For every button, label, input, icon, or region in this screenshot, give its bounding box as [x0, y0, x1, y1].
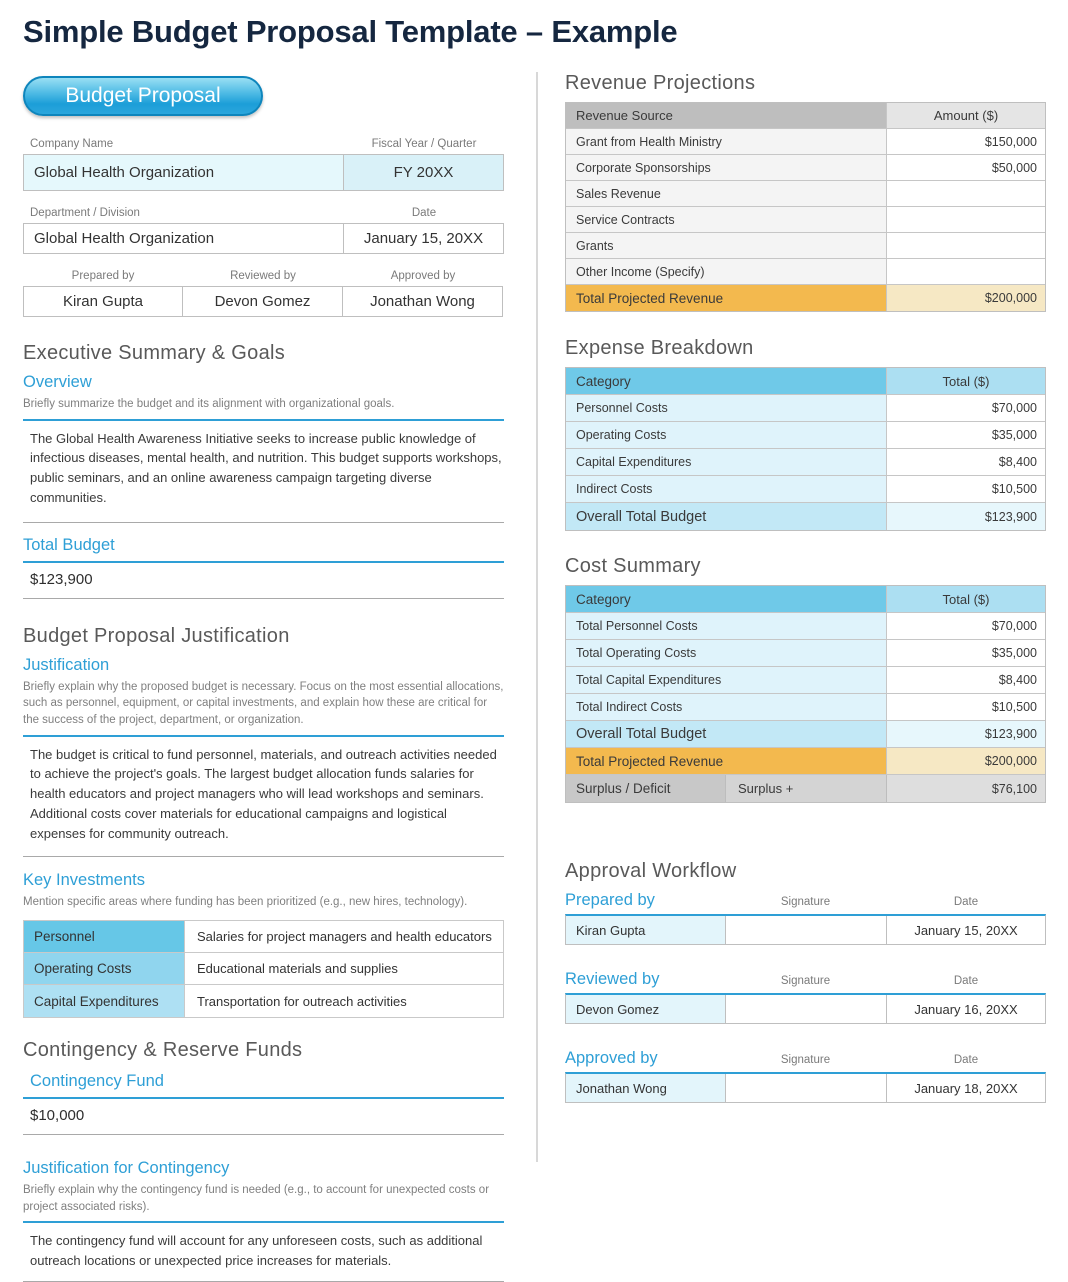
signature-cell[interactable]: [726, 995, 887, 1023]
surplus-kind-cell[interactable]: Surplus +: [726, 775, 887, 802]
table-row: [566, 155, 1045, 181]
approval-heading: Approval Workflow: [565, 860, 737, 882]
table-row: [566, 129, 1045, 155]
signature-cell[interactable]: [726, 1074, 887, 1102]
reviewed-by-label: Reviewed by: [230, 270, 296, 282]
investment-description-cell[interactable]: Educational materials and supplies: [184, 953, 503, 984]
table-row: [566, 476, 1045, 503]
contingency-fund-bottom-divider: [23, 1134, 504, 1135]
justification-subheading: Justification: [23, 655, 110, 674]
table-header-row: [566, 103, 1045, 129]
contingency-justification-hint: Briefly explain why the contingency fund is needed (e.g., to account for unexpected costs or project associated risks).: [23, 1184, 490, 1213]
justification-text[interactable]: The budget is critical to fund personnel, materials, and outreach activities needed to achieve the project's goals. The largest budget allocation funds salaries for health educators and project managers who will lead workshops and seminars. Additional costs cover materials for educational campaigns and logistical expenses for community outreach.: [30, 746, 497, 841]
justification-divider: [23, 735, 504, 737]
page-title: Simple Budget Proposal Template – Example: [23, 14, 678, 49]
expense-total-cell[interactable]: $10,500: [991, 482, 1037, 496]
fiscal-year-field[interactable]: FY 20XX: [344, 154, 504, 191]
total-header: Total ($): [887, 586, 1045, 612]
cost-category-cell[interactable]: Total Operating Costs: [566, 640, 887, 666]
approval-date-cell[interactable]: January 16, 20XX: [887, 995, 1045, 1023]
revenue-amount-cell[interactable]: $50,000: [991, 160, 1037, 175]
budget-proposal-badge: Budget Proposal: [23, 76, 263, 116]
expense-total-cell[interactable]: $35,000: [991, 428, 1037, 442]
signature-label: Signature: [780, 896, 831, 908]
justification-hint: Briefly explain why the proposed budget is necessary. Focus on the most essential allocations, such as personnel, equipment, or capital investments, and explain how these are critical for the success of the project, department, or organization.: [23, 680, 504, 727]
approved-by-label: Approved by: [390, 270, 456, 282]
approver-name-cell[interactable]: Kiran Gupta: [566, 916, 726, 944]
exec-summary-heading: Executive Summary & Goals: [23, 342, 286, 364]
category-header: Category: [566, 368, 887, 394]
total-revenue-row: [566, 748, 1045, 775]
cost-total-cell[interactable]: $70,000: [991, 619, 1037, 633]
table-header-row: [566, 368, 1045, 395]
overall-total-label: Overall Total Budget: [566, 503, 887, 530]
prepared-by-label: Prepared by: [71, 270, 135, 282]
approval-row-prepared: [565, 914, 1046, 945]
date-label: Date: [953, 896, 979, 908]
justification-heading: Budget Proposal Justification: [23, 624, 290, 647]
expense-category-cell[interactable]: Personnel Costs: [566, 395, 887, 421]
revenue-amount-cell[interactable]: $150,000: [984, 134, 1037, 149]
overall-total-row: [566, 503, 1045, 530]
investment-category-cell[interactable]: Capital Expenditures: [24, 985, 184, 1017]
cost-total-cell[interactable]: $10,500: [991, 700, 1037, 714]
overall-total-row: [566, 721, 1045, 748]
cost-total-cell[interactable]: $35,000: [991, 646, 1037, 660]
reviewed-by-field[interactable]: Devon Gomez: [183, 286, 343, 317]
approval-labels-row: [565, 970, 1046, 989]
approval-row-approved: [565, 1072, 1046, 1103]
revenue-source-header: Revenue Source: [566, 103, 887, 128]
table-row: [566, 449, 1045, 476]
overall-total-label: Overall Total Budget: [566, 721, 887, 747]
approval-labels-row: [565, 1049, 1046, 1068]
investment-category-cell[interactable]: Operating Costs: [24, 953, 184, 984]
cost-category-cell[interactable]: Total Personnel Costs: [566, 613, 887, 639]
total-budget-bottom-divider: [23, 598, 504, 599]
overall-total-value[interactable]: $123,900: [887, 721, 1045, 747]
contingency-justification-subheading: Justification for Contingency: [23, 1159, 230, 1178]
left-column: [23, 76, 504, 1282]
investment-description-cell[interactable]: Salaries for project managers and health educators: [184, 921, 503, 952]
signature-label: Signature: [780, 1054, 831, 1066]
revenue-source-cell[interactable]: Grants: [566, 233, 887, 258]
approval-date-cell[interactable]: January 18, 20XX: [887, 1074, 1045, 1102]
overview-bottom-divider: [23, 522, 504, 523]
approver-name-cell[interactable]: Devon Gomez: [566, 995, 726, 1023]
amount-header: Amount ($): [887, 103, 1045, 128]
expense-category-cell[interactable]: Indirect Costs: [566, 476, 887, 502]
revenue-table: [565, 102, 1046, 312]
revenue-amount-cell[interactable]: [887, 181, 1045, 206]
cost-category-cell[interactable]: Total Indirect Costs: [566, 694, 887, 720]
table-row: [24, 953, 503, 985]
total-budget-divider: [23, 561, 504, 563]
total-revenue-row: [566, 285, 1045, 311]
overview-subheading: Overview: [23, 373, 92, 391]
contingency-justification-divider: [23, 1221, 504, 1223]
revenue-source-cell[interactable]: Service Contracts: [566, 207, 887, 232]
revenue-amount-cell[interactable]: [887, 233, 1045, 258]
signature-label: Signature: [780, 975, 831, 987]
table-header-row: [566, 586, 1045, 613]
expense-total-cell[interactable]: $8,400: [998, 455, 1037, 469]
revenue-source-cell[interactable]: Other Income (Specify): [566, 259, 887, 284]
form-labels-row-1: [23, 138, 504, 150]
contingency-heading: Contingency & Reserve Funds: [23, 1039, 303, 1062]
department-label: Department / Division: [30, 207, 140, 219]
fiscal-year-label: Fiscal Year / Quarter: [371, 138, 477, 150]
contingency-justification-text[interactable]: The contingency fund will account for any unforeseen costs, such as additional outreach locations or unexpected price increases for materials.: [30, 1233, 483, 1269]
overview-divider: [23, 419, 504, 421]
form-row-2: [23, 223, 504, 254]
right-column: [565, 72, 1046, 1103]
approved-by-field[interactable]: Jonathan Wong: [343, 286, 503, 317]
overview-text[interactable]: The Global Health Awareness Initiative seeks to increase public knowledge of infectious diseases, mental health, and nutrition. This budget supports workshops, public seminars, and an online awareness campaign targeting diverse communities.: [30, 430, 502, 505]
revenue-source-cell[interactable]: Sales Revenue: [566, 181, 887, 206]
prepared-by-field[interactable]: Kiran Gupta: [23, 286, 183, 317]
form-labels-row-3: [23, 270, 504, 282]
table-row: [566, 259, 1045, 285]
overall-total-value[interactable]: $123,900: [887, 503, 1045, 530]
total-revenue-label: Total Projected Revenue: [566, 285, 887, 311]
approval-date-cell[interactable]: January 15, 20XX: [887, 916, 1045, 944]
revenue-amount-cell[interactable]: [887, 207, 1045, 232]
table-row: [24, 921, 503, 953]
surplus-value-cell[interactable]: $76,100: [887, 775, 1045, 802]
table-row: [566, 422, 1045, 449]
approval-labels-row: [565, 891, 1046, 910]
expense-category-cell[interactable]: Operating Costs: [566, 422, 887, 448]
category-header: Category: [566, 586, 887, 612]
revenue-source-cell[interactable]: Grant from Health Ministry: [566, 129, 887, 154]
total-revenue-value[interactable]: $200,000: [887, 748, 1045, 774]
key-investments-subheading: Key Investments: [23, 871, 145, 890]
contingency-fund-value[interactable]: $10,000: [30, 1107, 85, 1125]
table-row: [566, 694, 1045, 721]
cost-total-cell[interactable]: $8,400: [998, 673, 1037, 687]
reviewed-by-role-label: Reviewed by: [565, 970, 660, 988]
overview-hint: Briefly summarize the budget and its alignment with organizational goals.: [23, 398, 395, 410]
total-budget-value[interactable]: $123,900: [30, 570, 93, 588]
surplus-deficit-row: [566, 775, 1045, 802]
company-name-label: Company Name: [30, 138, 114, 150]
total-header: Total ($): [887, 368, 1045, 394]
revenue-heading: Revenue Projections: [565, 72, 756, 94]
key-investments-table: [23, 920, 504, 1018]
contingency-fund-subheading: Contingency Fund: [30, 1072, 164, 1091]
table-row: [566, 613, 1045, 640]
signature-cell[interactable]: [726, 916, 887, 944]
table-row: [566, 667, 1045, 694]
investment-description-cell[interactable]: Transportation for outreach activities: [184, 985, 503, 1017]
form-row-3: [23, 286, 504, 317]
department-field[interactable]: Global Health Organization: [23, 223, 344, 254]
total-revenue-value[interactable]: $200,000: [887, 285, 1045, 311]
table-row: [566, 395, 1045, 422]
revenue-source-cell[interactable]: Corporate Sponsorships: [566, 155, 887, 180]
table-row: [566, 181, 1045, 207]
expense-total-cell[interactable]: $70,000: [991, 401, 1037, 415]
approved-by-role-label: Approved by: [565, 1049, 658, 1067]
total-budget-subheading: Total Budget: [23, 535, 115, 554]
table-row: [24, 985, 503, 1017]
revenue-amount-cell[interactable]: [887, 259, 1045, 284]
form-row-1: [23, 154, 504, 191]
surplus-deficit-label: Surplus / Deficit: [566, 775, 726, 802]
cost-category-cell[interactable]: Total Capital Expenditures: [566, 667, 887, 693]
form-labels-row-2: [23, 207, 504, 219]
cost-summary-heading: Cost Summary: [565, 555, 701, 577]
expense-table: [565, 367, 1046, 531]
table-row: [566, 233, 1045, 259]
contingency-fund-divider: [23, 1097, 504, 1099]
justification-bottom-divider: [23, 856, 504, 857]
total-revenue-label: Total Projected Revenue: [566, 748, 887, 774]
approver-name-cell[interactable]: Jonathan Wong: [566, 1074, 726, 1102]
date-label: Date: [953, 1054, 979, 1066]
prepared-by-role-label: Prepared by: [565, 891, 655, 909]
key-investments-hint: Mention specific areas where funding has been prioritized (e.g., new hires, technology).: [23, 896, 468, 909]
approval-row-reviewed: [565, 993, 1046, 1024]
table-row: [566, 207, 1045, 233]
expense-category-cell[interactable]: Capital Expenditures: [566, 449, 887, 475]
column-divider: [536, 72, 538, 1162]
investment-category-cell[interactable]: Personnel: [24, 921, 184, 952]
date-label: Date: [411, 207, 437, 219]
date-label: Date: [953, 975, 979, 987]
date-field[interactable]: January 15, 20XX: [344, 223, 504, 254]
cost-summary-table: [565, 585, 1046, 803]
company-name-field[interactable]: Global Health Organization: [23, 154, 344, 191]
expense-heading: Expense Breakdown: [565, 337, 754, 359]
table-row: [566, 640, 1045, 667]
